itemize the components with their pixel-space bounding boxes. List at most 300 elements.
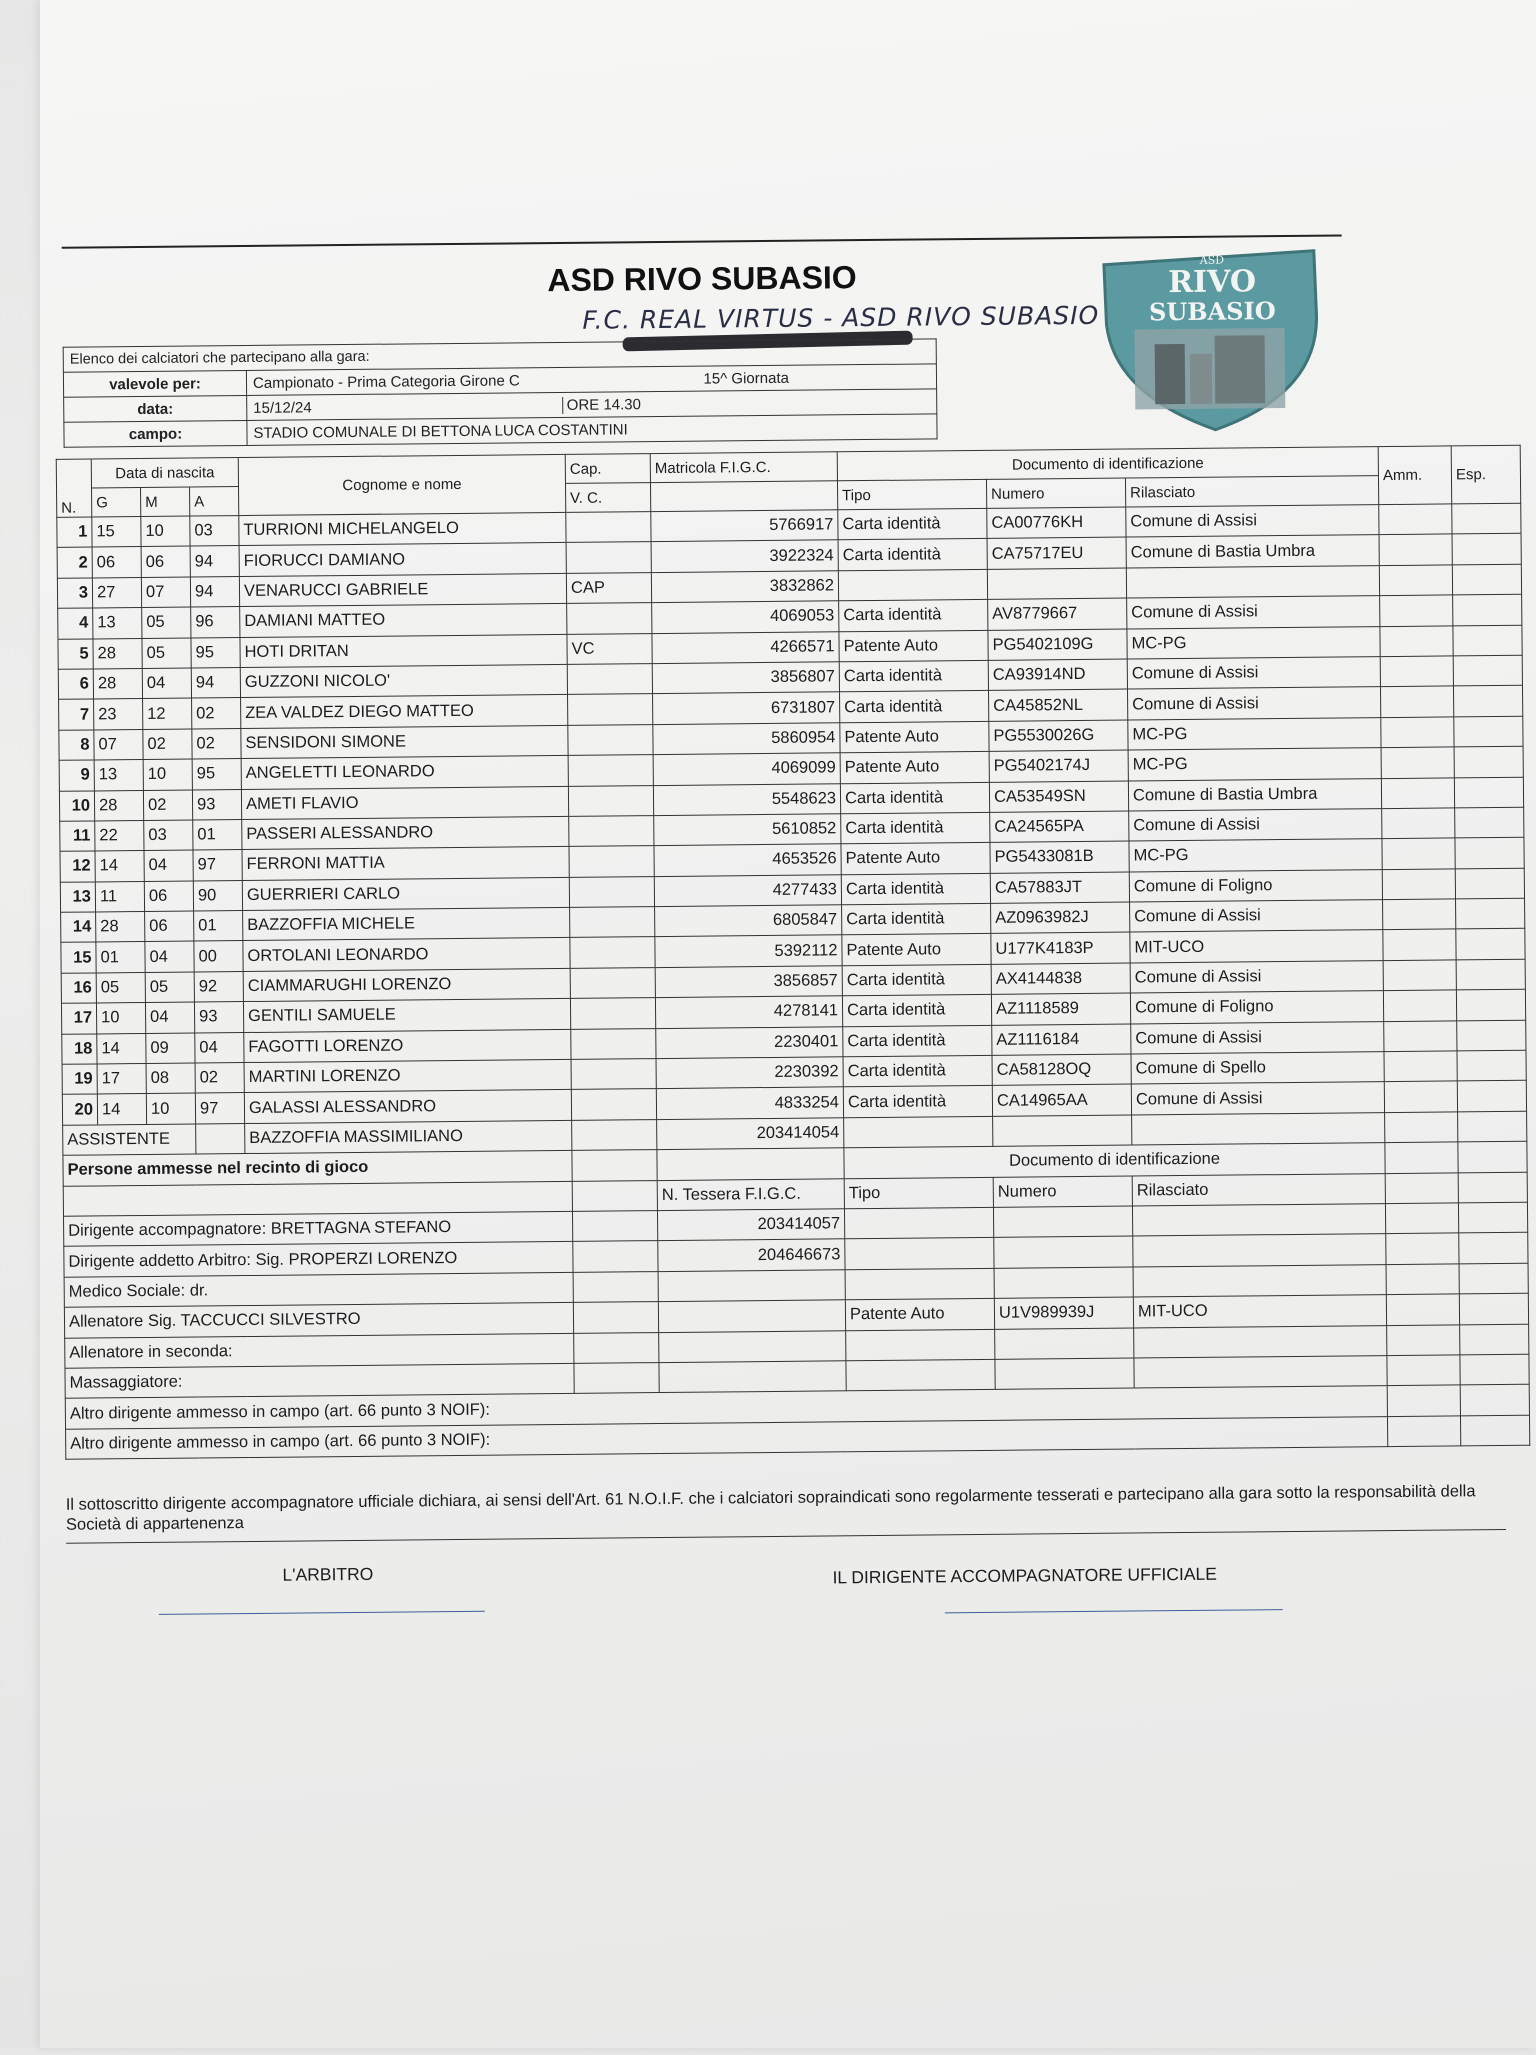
- club-logo: [1094, 243, 1326, 435]
- doc-tipo: Patente Auto: [841, 843, 990, 875]
- staff-rilasciato: MIT-UCO: [1133, 1295, 1386, 1328]
- player-matricola: 5392112: [655, 935, 842, 967]
- birth-month: 10: [143, 759, 192, 790]
- esp-cell: [1456, 959, 1525, 990]
- birth-month: 05: [142, 607, 191, 638]
- player-name: HOTI DRITAN: [240, 634, 567, 668]
- player-matricola: 4069099: [653, 753, 840, 785]
- staff-label: Dirigente addetto Arbitro: Sig. PROPERZI LORENZO: [64, 1242, 573, 1277]
- svg-text:ASD: ASD: [1199, 253, 1225, 267]
- player-matricola: 2230401: [656, 1026, 843, 1058]
- player-cap: [567, 664, 652, 695]
- staff-tipo: [845, 1268, 994, 1300]
- staff-empty: [573, 1271, 658, 1302]
- staff-empty: [574, 1363, 659, 1394]
- player-number: 4: [58, 608, 93, 639]
- player-name: PASSERI ALESSANDRO: [242, 816, 569, 850]
- amm-cell: [1383, 990, 1456, 1021]
- player-matricola: 4653526: [654, 844, 841, 876]
- amm-cell: [1382, 808, 1455, 839]
- player-name: GUZZONI NICOLO': [240, 664, 567, 698]
- col-cap: Cap.: [565, 454, 650, 484]
- doc-rilasciato: Comune di Bastia Umbra: [1126, 535, 1379, 568]
- player-cap: [568, 755, 653, 786]
- doc-numero: U177K4183P: [991, 932, 1130, 964]
- staff-esp: [1458, 1202, 1527, 1233]
- altro-dirigente-2: Altro dirigente ammesso in campo (art. 66 punto 3 NOIF):: [66, 1416, 1388, 1459]
- doc-numero: PG5433081B: [990, 841, 1129, 873]
- staff-numero: U1V989939J: [994, 1297, 1133, 1329]
- doc-numero: CA45852NL: [989, 689, 1128, 721]
- staff-numero: [995, 1328, 1134, 1360]
- staff-amm: [1387, 1355, 1460, 1386]
- birth-month: 04: [145, 941, 194, 972]
- campo-label: campo:: [64, 420, 247, 447]
- col-numero: Numero: [986, 478, 1125, 508]
- esp-cell: [1452, 564, 1521, 595]
- amm-cell: [1380, 595, 1453, 626]
- birth-day: 17: [97, 1064, 146, 1095]
- doc-numero: CA53549SN: [989, 781, 1128, 813]
- doc-tipo: Carta identità: [842, 903, 991, 935]
- esp-cell: [1456, 898, 1525, 929]
- staff-tessera: 203414057: [657, 1209, 844, 1241]
- doc-rilasciato: Comune di Assisi: [1127, 596, 1380, 629]
- player-matricola: 5860954: [653, 723, 840, 755]
- esp-cell: [1457, 1020, 1526, 1051]
- birth-month: 04: [142, 668, 191, 699]
- player-name: GALASSI ALESSANDRO: [244, 1090, 571, 1124]
- club-title: ASD RIVO SUBASIO: [547, 259, 857, 299]
- valevole-value: Campionato - Prima Categoria Girone C: [252, 371, 520, 392]
- player-cap: CAP: [566, 572, 651, 603]
- birth-year: 01: [193, 819, 242, 850]
- player-number: 12: [60, 851, 95, 882]
- col-tipo: Tipo: [837, 479, 986, 509]
- staff-tipo: [845, 1238, 994, 1270]
- doc-numero: CA75717EU: [987, 537, 1126, 569]
- player-matricola: 6731807: [653, 692, 840, 724]
- doc-numero: CA24565PA: [990, 811, 1129, 843]
- player-name: MARTINI LORENZO: [244, 1059, 571, 1093]
- player-number: 14: [61, 912, 96, 943]
- birth-day: 22: [95, 820, 144, 851]
- birth-day: 06: [92, 547, 141, 578]
- birth-year: 97: [193, 850, 242, 881]
- esp-cell: [1454, 716, 1523, 747]
- staff-section-title: Persone ammesse nel recinto di gioco: [63, 1151, 572, 1186]
- staff-numero-header: Numero: [993, 1176, 1132, 1208]
- player-cap: [569, 815, 654, 846]
- esp-cell: [1453, 625, 1522, 656]
- campo-value: STADIO COMUNALE DI BETTONA LUCA COSTANTINI: [247, 414, 937, 446]
- player-name: FAGOTTI LORENZO: [244, 1029, 571, 1063]
- player-number: 17: [61, 1003, 96, 1034]
- amm-cell: [1384, 1021, 1457, 1052]
- birth-year: 03: [190, 516, 239, 547]
- declaration-text: Il sottoscritto dirigente accompagnatore ufficiale dichiara, ai sensi dell'Art. 61 N.O.I.F. che i calciatori sopraindicati sono regolarmente tesserati e partecipano alla gara sotto la responsabilità della Società di appartenenza: [66, 1481, 1506, 1544]
- doc-tipo: Carta identità: [841, 812, 990, 844]
- doc-tipo: Carta identità: [839, 660, 988, 692]
- staff-label: Massaggiatore:: [65, 1363, 574, 1398]
- birth-year: 94: [190, 546, 239, 577]
- player-name: FIORUCCI DAMIANO: [239, 543, 566, 577]
- player-matricola: 4266571: [652, 631, 839, 663]
- player-cap: [568, 694, 653, 725]
- player-number: 8: [59, 730, 94, 761]
- birth-day: 28: [94, 790, 143, 821]
- staff-numero: [994, 1267, 1133, 1299]
- doc-tipo: [838, 569, 987, 601]
- esp-cell: [1452, 534, 1521, 565]
- amm-cell: [1379, 565, 1452, 596]
- player-matricola: 3856807: [652, 662, 839, 694]
- birth-day: 05: [96, 972, 145, 1003]
- col-a: A: [190, 487, 239, 516]
- player-matricola: 4069053: [652, 601, 839, 633]
- doc-numero: PG5402109G: [988, 629, 1127, 661]
- player-cap: [571, 1059, 656, 1090]
- staff-tessera: [658, 1300, 845, 1332]
- amm-cell: [1384, 1081, 1457, 1112]
- staff-rilasciato: [1134, 1325, 1387, 1358]
- doc-rilasciato: [1126, 565, 1379, 598]
- player-name: SENSIDONI SIMONE: [241, 725, 568, 759]
- ora: ORE 14.30: [562, 396, 641, 414]
- amm-cell: [1381, 717, 1454, 748]
- player-number: 11: [60, 821, 95, 852]
- doc-numero: [987, 568, 1126, 600]
- handwritten-match: F.C. REAL VIRTUS - ASD RIVO SUBASIO: [582, 300, 1100, 335]
- col-vc: V. C.: [565, 483, 650, 513]
- player-number: 18: [62, 1034, 97, 1065]
- esp-cell: [1452, 503, 1521, 534]
- doc-numero: CA58128OQ: [992, 1054, 1131, 1086]
- staff-label: Allenatore in seconda:: [65, 1333, 574, 1368]
- doc-rilasciato: MC-PG: [1128, 748, 1381, 781]
- birth-day: 14: [95, 851, 144, 882]
- player-number: 10: [59, 790, 94, 821]
- col-rilasciato: Rilasciato: [1125, 476, 1378, 507]
- birth-month: 08: [146, 1063, 195, 1094]
- birth-year: 00: [194, 941, 243, 972]
- doc-numero: AZ0963982J: [991, 902, 1130, 934]
- amm-cell: [1380, 686, 1453, 717]
- birth-day: 15: [92, 517, 141, 548]
- arbitro-signature-line: [159, 1611, 485, 1615]
- doc-numero: AX4144838: [991, 963, 1130, 995]
- col-n: N.: [56, 459, 92, 517]
- birth-year: 96: [191, 607, 240, 638]
- player-name: AMETI FLAVIO: [241, 786, 568, 820]
- birth-year: 01: [194, 911, 243, 942]
- doc-tipo: Carta identità: [838, 539, 987, 571]
- staff-numero: [995, 1358, 1134, 1390]
- svg-text:SUBASIO: SUBASIO: [1148, 296, 1276, 327]
- staff-documento: Documento di identificazione: [844, 1143, 1385, 1179]
- staff-numero: [994, 1236, 1133, 1268]
- doc-tipo: Patente Auto: [840, 721, 989, 753]
- staff-rilasciato: [1133, 1234, 1386, 1267]
- staff-numero: [993, 1206, 1132, 1238]
- esp-cell: [1453, 594, 1522, 625]
- doc-numero: CA93914ND: [988, 659, 1127, 691]
- doc-rilasciato: MC-PG: [1127, 626, 1380, 659]
- player-cap: [570, 937, 655, 968]
- dirigente-label: IL DIRIGENTE ACCOMPAGNATORE UFFICIALE: [832, 1563, 1218, 1588]
- amm-cell: [1383, 929, 1456, 960]
- birth-month: 06: [141, 546, 190, 577]
- valevole-label: valevole per:: [63, 370, 246, 397]
- amm-cell: [1380, 625, 1453, 656]
- staff-empty: [573, 1302, 658, 1333]
- player-matricola: 3856857: [655, 966, 842, 998]
- birth-year: 93: [192, 789, 241, 820]
- player-matricola: 5610852: [654, 814, 841, 846]
- amm-cell: [1382, 838, 1455, 869]
- birth-day: 11: [95, 881, 144, 912]
- birth-year: 95: [192, 759, 241, 790]
- birth-year: 92: [194, 971, 243, 1002]
- player-cap: [571, 1089, 656, 1120]
- player-cap: [569, 846, 654, 877]
- birth-day: 28: [93, 638, 142, 669]
- player-cap: [566, 542, 651, 573]
- staff-rilasciato: [1133, 1264, 1386, 1297]
- esp-cell: [1453, 655, 1522, 686]
- staff-amm: [1385, 1203, 1458, 1234]
- doc-tipo: Carta identità: [843, 1086, 992, 1118]
- doc-tipo: Carta identità: [842, 964, 991, 996]
- staff-esp: [1460, 1324, 1529, 1355]
- col-g: G: [92, 488, 141, 517]
- col-documento: Documento di identificazione: [837, 447, 1378, 481]
- player-number: 5: [58, 639, 93, 670]
- staff-esp: [1459, 1263, 1528, 1294]
- doc-rilasciato: MIT-UCO: [1130, 930, 1383, 963]
- doc-tipo: Carta identità: [839, 600, 988, 632]
- players-body: [57, 503, 1527, 1125]
- player-cap: [570, 998, 655, 1029]
- doc-tipo: Carta identità: [841, 873, 990, 905]
- player-number: 16: [61, 973, 96, 1004]
- player-matricola: 4833254: [656, 1087, 843, 1119]
- amm-cell: [1381, 747, 1454, 778]
- birth-year: 02: [192, 698, 241, 729]
- dirigente-signature-line: [945, 1609, 1283, 1613]
- data-value: 15/12/24: [253, 398, 312, 417]
- doc-rilasciato: Comune di Assisi: [1127, 687, 1380, 720]
- doc-tipo: Patente Auto: [840, 751, 989, 783]
- player-cap: [568, 785, 653, 816]
- esp-cell: [1455, 868, 1524, 899]
- birth-day: 13: [94, 760, 143, 791]
- player-cap: [570, 907, 655, 938]
- doc-tipo: Carta identità: [843, 1055, 992, 1087]
- birth-year: 94: [191, 668, 240, 699]
- player-cap: [570, 967, 655, 998]
- doc-numero: AZ1116184: [992, 1024, 1131, 1056]
- birth-day: 23: [94, 699, 143, 730]
- player-matricola: 5766917: [651, 510, 838, 542]
- player-matricola: 4277433: [654, 874, 841, 906]
- birth-month: 02: [143, 729, 192, 760]
- col-matricola: Matricola F.I.G.C.: [650, 452, 837, 483]
- col-amm: Amm.: [1378, 446, 1452, 505]
- assistente-label: ASSISTENTE: [63, 1124, 196, 1156]
- staff-amm: [1386, 1233, 1459, 1264]
- birth-day: 07: [94, 729, 143, 760]
- doc-rilasciato: Comune di Assisi: [1131, 1021, 1384, 1054]
- birth-day: 01: [96, 942, 145, 973]
- player-name: CIAMMARUGHI LORENZO: [243, 968, 570, 1002]
- doc-numero: AV8779667: [988, 598, 1127, 630]
- doc-rilasciato: Comune di Assisi: [1126, 505, 1379, 538]
- birth-year: 04: [195, 1032, 244, 1063]
- doc-numero: CA00776KH: [987, 507, 1126, 539]
- player-cap: VC: [567, 633, 652, 664]
- staff-amm: [1387, 1324, 1460, 1355]
- staff-esp: [1459, 1293, 1528, 1324]
- esp-cell: [1453, 686, 1522, 717]
- staff-label: Medico Sociale: dr.: [64, 1272, 573, 1307]
- player-matricola: 4278141: [655, 996, 842, 1028]
- birth-day: 28: [96, 912, 145, 943]
- player-number: 6: [58, 669, 93, 700]
- giornata: 15^ Giornata: [703, 369, 790, 388]
- doc-rilasciato: Comune di Foligno: [1130, 991, 1383, 1024]
- birth-month: 03: [144, 820, 193, 851]
- doc-tipo: Carta identità: [843, 1025, 992, 1057]
- match-info-table: [63, 338, 938, 447]
- player-number: 1: [57, 517, 92, 548]
- doc-numero: AZ1118589: [991, 993, 1130, 1025]
- doc-rilasciato: Comune di Assisi: [1129, 809, 1382, 842]
- birth-year: 02: [195, 1063, 244, 1094]
- doc-rilasciato: Comune di Assisi: [1127, 657, 1380, 690]
- staff-label: Allenatore Sig. TACCUCCI SILVESTRO: [64, 1303, 573, 1338]
- staff-empty: [572, 1211, 657, 1242]
- player-matricola: 3832862: [651, 571, 838, 603]
- player-number: 19: [62, 1064, 97, 1095]
- birth-month: 04: [145, 1002, 194, 1033]
- birth-day: 14: [97, 1094, 146, 1125]
- col-nome: Cognome e nome: [238, 454, 566, 515]
- player-name: ZEA VALDEZ DIEGO MATTEO: [241, 695, 568, 729]
- esp-cell: [1456, 989, 1525, 1020]
- doc-rilasciato: Comune di Assisi: [1130, 900, 1383, 933]
- player-number: 20: [62, 1094, 97, 1125]
- player-number: 3: [57, 578, 92, 609]
- staff-esp: [1459, 1233, 1528, 1264]
- doc-tipo: Carta identità: [842, 995, 991, 1027]
- staff-tipo: [846, 1359, 995, 1391]
- doc-numero: PG5402174J: [989, 750, 1128, 782]
- doc-numero: CA14965AA: [992, 1084, 1131, 1116]
- player-name: DAMIANI MATTEO: [240, 604, 567, 638]
- birth-year: 90: [193, 880, 242, 911]
- birth-month: 07: [141, 577, 190, 608]
- col-m: M: [141, 487, 190, 516]
- birth-month: 06: [144, 881, 193, 912]
- doc-tipo: Patente Auto: [839, 630, 988, 662]
- staff-tessera: [659, 1330, 846, 1362]
- birth-year: 97: [195, 1093, 244, 1124]
- birth-year: 02: [192, 728, 241, 759]
- player-number: 2: [57, 547, 92, 578]
- birth-year: 93: [194, 1002, 243, 1033]
- player-name: GENTILI SAMUELE: [243, 999, 570, 1033]
- doc-numero: PG5530026G: [989, 720, 1128, 752]
- data-label: data:: [64, 395, 247, 422]
- player-cap: [569, 876, 654, 907]
- staff-rilasciato: [1134, 1356, 1387, 1389]
- amm-cell: [1380, 656, 1453, 687]
- esp-cell: [1454, 777, 1523, 808]
- doc-rilasciato: Comune di Foligno: [1129, 869, 1382, 902]
- doc-rilasciato: MC-PG: [1129, 839, 1382, 872]
- staff-empty: [574, 1332, 659, 1363]
- doc-rilasciato: MC-PG: [1128, 717, 1381, 750]
- player-cap: [566, 512, 651, 543]
- birth-month: 06: [145, 911, 194, 942]
- doc-rilasciato: Comune di Assisi: [1130, 960, 1383, 993]
- amm-cell: [1379, 504, 1452, 535]
- staff-rilasciato: [1132, 1204, 1385, 1237]
- intro-text: Elenco dei calciatori che partecipano alla gara:: [63, 339, 936, 372]
- player-name: TURRIONI MICHELANGELO: [239, 512, 566, 546]
- staff-tessera-header: N. Tessera F.I.G.C.: [657, 1178, 844, 1210]
- birth-month: 10: [141, 516, 190, 547]
- staff-empty: [573, 1241, 658, 1272]
- staff-label: Dirigente accompagnatore: BRETTAGNA STEFANO: [64, 1211, 573, 1246]
- amm-cell: [1379, 534, 1452, 565]
- birth-month: 05: [145, 972, 194, 1003]
- doc-rilasciato: Comune di Spello: [1131, 1052, 1384, 1085]
- esp-cell: [1457, 1050, 1526, 1081]
- player-name: VENARUCCI GABRIELE: [239, 573, 566, 607]
- altro-dirigente-1: Altro dirigente ammesso in campo (art. 66 punto 3 NOIF):: [65, 1386, 1387, 1429]
- staff-tessera: [658, 1270, 845, 1302]
- player-name: FERRONI MATTIA: [242, 847, 569, 881]
- birth-month: 10: [146, 1093, 195, 1124]
- staff-amm: [1386, 1294, 1459, 1325]
- players-table: [56, 445, 1531, 1460]
- birth-day: 13: [93, 608, 142, 639]
- staff-tessera: [659, 1361, 846, 1393]
- birth-month: 09: [146, 1033, 195, 1064]
- birth-month: 12: [143, 698, 192, 729]
- birth-day: 14: [97, 1033, 146, 1064]
- birth-day: 28: [93, 668, 142, 699]
- amm-cell: [1383, 960, 1456, 991]
- staff-tessera: 204646673: [658, 1239, 845, 1271]
- player-number: 9: [59, 760, 94, 791]
- doc-tipo: Carta identità: [838, 508, 987, 540]
- arbitro-label: L'ARBITRO: [282, 1563, 374, 1585]
- amm-cell: [1384, 1051, 1457, 1082]
- staff-rilasciato-header: Rilasciato: [1132, 1173, 1385, 1206]
- player-name: BAZZOFFIA MICHELE: [243, 907, 570, 941]
- player-matricola: 5548623: [653, 783, 840, 815]
- col-data-nascita: Data di nascita: [91, 458, 238, 488]
- staff-body: [64, 1202, 1530, 1398]
- doc-rilasciato: Comune di Bastia Umbra: [1128, 778, 1381, 811]
- staff-esp: [1460, 1354, 1529, 1385]
- esp-cell: [1456, 929, 1525, 960]
- birth-month: 04: [144, 850, 193, 881]
- birth-year: 95: [191, 637, 240, 668]
